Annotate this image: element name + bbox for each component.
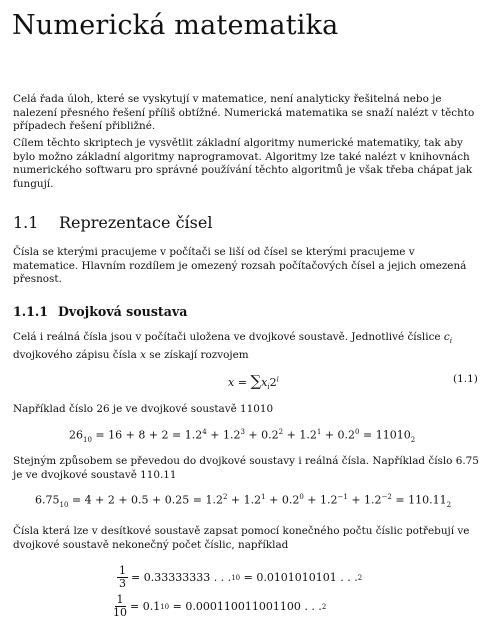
subsection-paragraph: Celá i reálná čísla jsou v počítači uložena ve dvojkové soustavě. Jednotlivé číslice $c_i$ dvojkového zápisu čísla x se získají rozvojem: [13, 331, 452, 361]
fraction-equation-2: $\frac{1}{10}$ = 0.1 10 = 0.000110011001100 . . . 2: [113, 593, 327, 619]
equation-2: $26_{10} = 16 + 8 + 2 = 1.2^4 + 1.2^3 + 0.2^2 + 1.2^1 + 0.2^0 = 11010_2$: [69, 428, 416, 444]
subsection-number: 1.1.1: [13, 304, 49, 319]
fraction: $\frac{1}{3}$: [119, 564, 126, 590]
intro-paragraph-2: Cílem těchto skriptech je vysvětlit základní algoritmy numerické matematiky, tak aby bylo možno základní algoritmy naprogramovat. Algoritmy lze také nalézt v knihovnách numerického softwaru pro správné používání těchto algoritmů je však třeba chápat jak fungují.: [13, 137, 473, 190]
example-1-text: Například číslo 26 je ve dvojkové soustavě 11010: [13, 403, 274, 415]
fraction: $\frac{1}{10}$: [113, 593, 127, 619]
intro-paragraph-1: Celá řada úloh, které se vyskytují v matematice, není analyticky řešitelná nebo je nalezení přesného řešení příliš obtížné. Numerická matematika se snaží nalézt v těchto případech řešení přibližné.: [13, 93, 475, 133]
example-3-text: Čísla která lze v desítkové soustavě zapsat pomocí konečného počtu číslic potřebují ve dvojkové soustavě nekonečný počet číslic, například: [13, 525, 470, 551]
section-title: Reprezentace čísel: [59, 213, 213, 232]
fraction-equation-1: $\frac{1}{3}$ = 0.33333333 . . . 10 = 0.0101010101 . . . 2: [119, 564, 363, 590]
section-number: 1.1: [13, 213, 39, 232]
equation-3: $6.75_{10} = 4 + 2 + 0.5 + 0.25 = 1.2^2 + 1.2^1 + 0.2^0 + 1.2^{-1} + 1.2^{-2} = 110.11_2$: [35, 493, 452, 509]
example-2-text: Stejným způsobem se převedou do dvojkové soustavy i reálná čísla. Například číslo 6.75 je ve dvojkové soustavě 110.11: [13, 455, 479, 481]
section-heading: [13, 213, 212, 232]
page-title: Numerická matematika: [12, 10, 339, 41]
subsection-title: Dvojková soustava: [58, 304, 188, 319]
equation-number: (1.1): [453, 373, 478, 385]
subsection-heading: [13, 304, 187, 319]
section-paragraph: Čísla se kterými pracujeme v počítači se liší od čísel se kterými pracujeme v matematice. Hlavním rozdílem je omezený rozsah počítačových čísel a jejich omezená přesnost.: [13, 246, 467, 286]
equation-1: $x = \sum x_i2^i$: [228, 372, 279, 392]
